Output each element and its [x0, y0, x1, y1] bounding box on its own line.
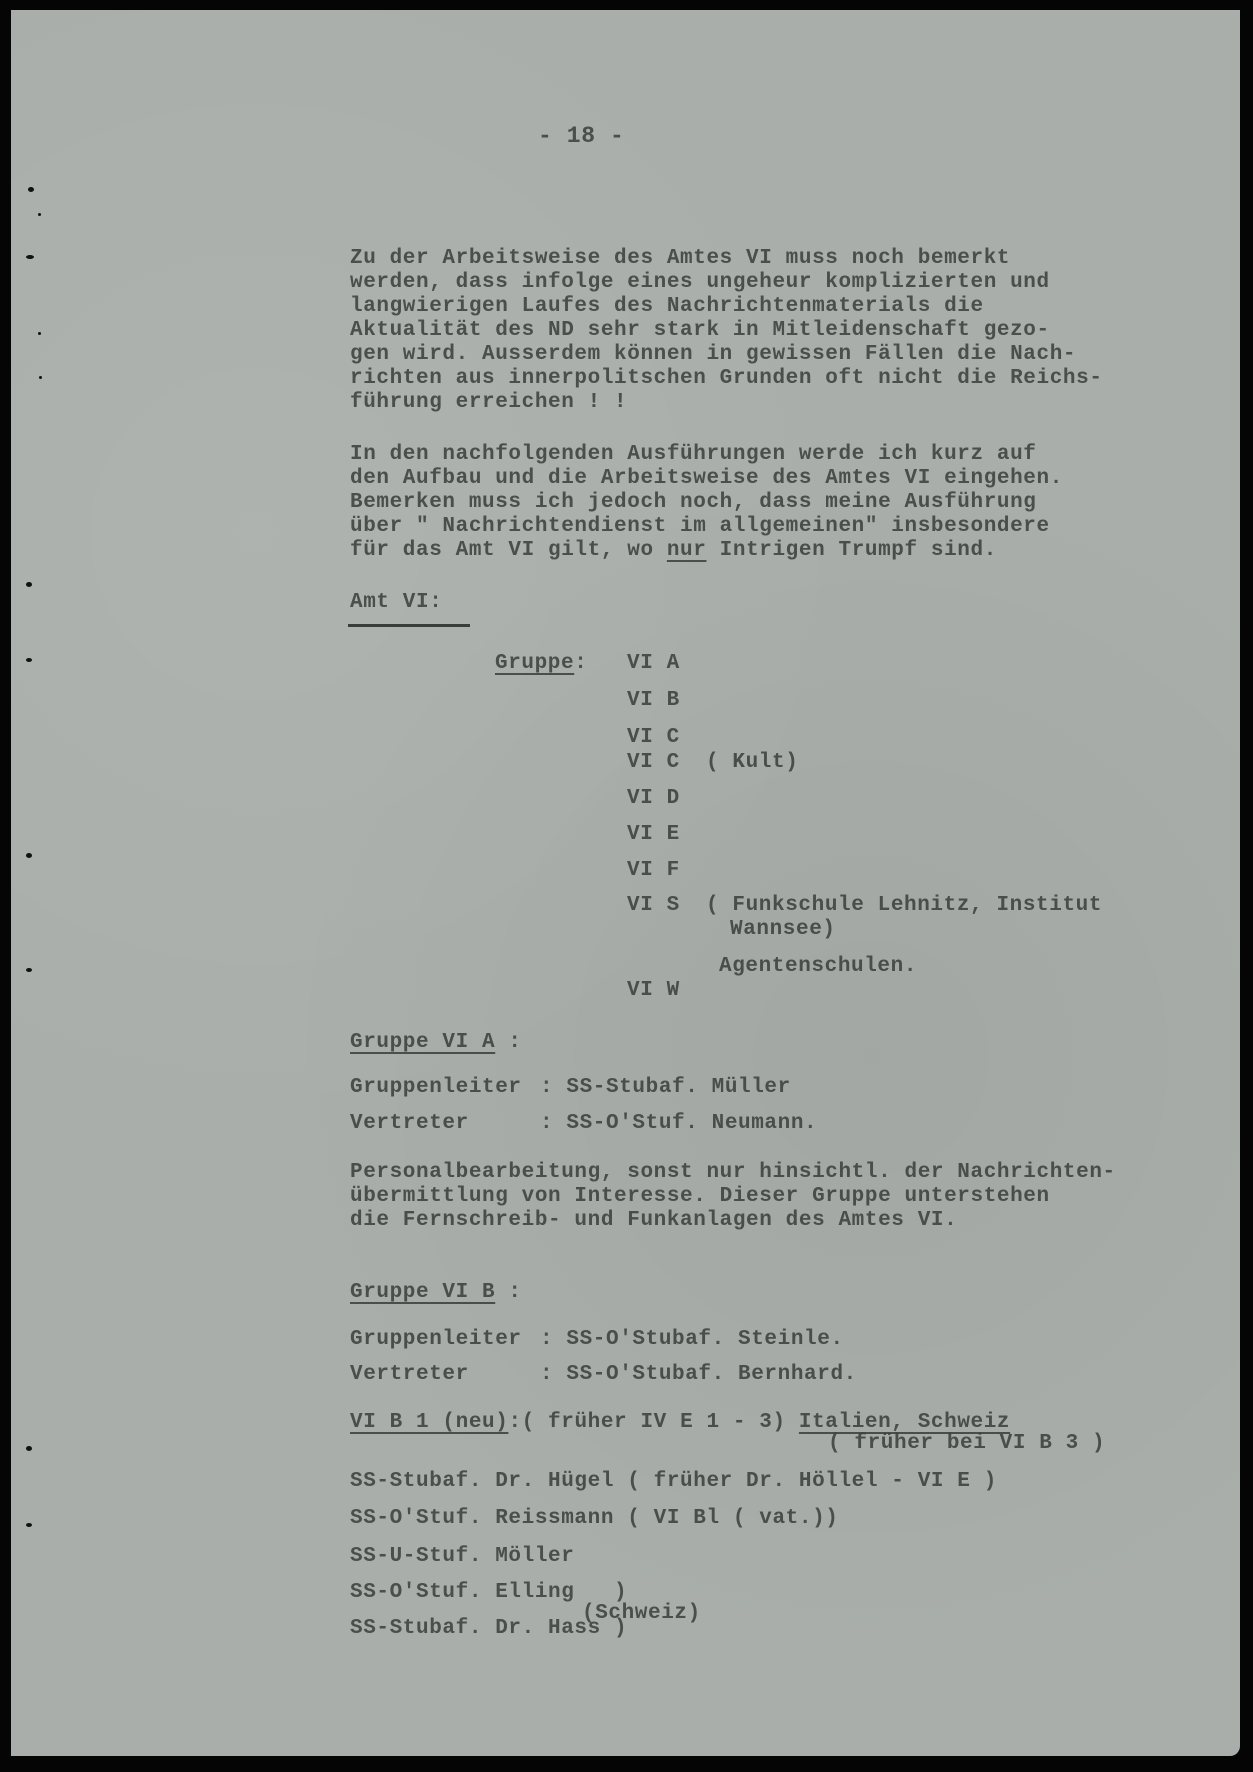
leader-value: : SS-Stubaf. Müller — [540, 1076, 791, 1099]
section-heading — [350, 1281, 522, 1305]
text-line: gen wird. Ausserdem können in gewissen Fällen die Nach- — [350, 343, 1077, 366]
subgroup-region: Italien, Schweiz — [798, 1411, 1011, 1434]
text-line: langwierigen Laufes des Nachrichtenmaterials die — [350, 295, 984, 318]
subgroup-code: VI B 1 (neu) — [350, 1411, 509, 1434]
text-line: führung erreichen ! ! — [350, 391, 628, 414]
deputy-value: : SS-O'Stubaf. Bernhard. — [540, 1363, 857, 1386]
text-line: die Fernschreib- und Funkanlagen des Amtes VI. — [350, 1209, 958, 1232]
subgroup-previous-note: ( früher bei VI B 3 ) — [828, 1432, 1106, 1455]
group-code: VI F — [627, 859, 680, 882]
text-line: über " Nachrichtendienst im allgemeinen" insbesondere — [350, 515, 1050, 538]
group-code: VI C — [627, 751, 680, 774]
group-label: Gruppe — [495, 652, 575, 675]
punch-mark — [26, 1523, 32, 1527]
text-line: In den nachfolgenden Ausführungen werde ich kurz auf — [350, 443, 1037, 466]
punch-mark — [26, 582, 32, 587]
staff-member: SS-O'Stuf. Reissmann ( VI Bl ( vat.)) — [350, 1507, 839, 1530]
staff-note: (Schweiz) — [582, 1602, 701, 1625]
group-note: Wannsee) — [730, 918, 836, 941]
deputy-value: : SS-O'Stuf. Neumann. — [540, 1112, 818, 1135]
text-segment: für das Amt VI gilt, wo — [350, 539, 667, 562]
text-line — [350, 539, 997, 563]
heading-text: Gruppe VI A — [350, 1031, 496, 1054]
heading-rule — [348, 624, 470, 627]
text-line: richten aus innerpolitschen Grunden oft nicht die Reichs- — [350, 367, 1103, 390]
punch-mark — [39, 376, 42, 379]
group-code: VI W — [627, 979, 680, 1002]
leader-value: : SS-O'Stubaf. Steinle. — [540, 1328, 844, 1351]
group-label-colon: : — [574, 652, 588, 675]
deputy-label: Vertreter — [350, 1363, 469, 1386]
section-heading — [350, 1031, 522, 1055]
text-line: Bemerken muss ich jedoch noch, dass meine Ausführung — [350, 491, 1037, 514]
staff-member: SS-Stubaf. Dr. Hass ) — [350, 1617, 628, 1640]
group-code: VI B — [627, 689, 680, 712]
group-note: ( Kult) — [706, 751, 799, 774]
group-code: VI S — [627, 894, 680, 917]
text-line: Zu der Arbeitsweise des Amtes VI muss noch bemerkt — [350, 247, 1011, 270]
punch-mark — [38, 332, 41, 335]
text-line: den Aufbau und die Arbeitsweise des Amtes VI eingehen. — [350, 467, 1063, 490]
punch-mark — [26, 255, 34, 259]
staff-member: SS-U-Stuf. Möller — [350, 1545, 575, 1568]
document-page — [11, 10, 1240, 1756]
text-line: Aktualität des ND sehr stark in Mitleidenschaft gezo- — [350, 319, 1050, 342]
text-line: werden, dass infolge eines ungeheur komplizierten und — [350, 271, 1050, 294]
staff-member: SS-Stubaf. Dr. Hügel ( früher Dr. Höllel - VI E ) — [350, 1470, 997, 1493]
leader-label: Gruppenleiter — [350, 1076, 522, 1099]
text-line: übermittlung von Interesse. Dieser Gruppe unterstehen — [350, 1185, 1050, 1208]
group-list-label — [495, 652, 587, 676]
group-code: VI A — [627, 652, 680, 675]
punch-mark — [26, 853, 32, 858]
emphasis-underlined: nur — [666, 539, 707, 562]
deputy-label: Vertreter — [350, 1112, 469, 1135]
staff-member: SS-O'Stuf. Elling ) — [350, 1581, 628, 1604]
heading-text: Gruppe VI B — [350, 1281, 496, 1304]
heading-colon: : — [495, 1031, 522, 1054]
heading-colon: : — [495, 1281, 522, 1304]
leader-label: Gruppenleiter — [350, 1328, 522, 1351]
group-code: VI C — [627, 726, 680, 749]
punch-mark — [26, 1446, 32, 1451]
punch-mark — [26, 658, 32, 662]
group-code: VI E — [627, 823, 680, 846]
group-note: Agentenschulen. — [719, 955, 918, 978]
subgroup-previous: :( früher IV E 1 - 3) — [508, 1411, 799, 1434]
punch-mark — [38, 213, 41, 216]
punch-mark — [28, 187, 34, 192]
punch-mark — [26, 968, 32, 972]
page-number: - 18 - — [538, 123, 625, 149]
group-note: ( Funkschule Lehnitz, Institut — [706, 894, 1103, 917]
group-code: VI D — [627, 787, 680, 810]
text-segment: Intrigen Trumpf sind. — [706, 539, 997, 562]
section-heading-amt: Amt VI: — [350, 591, 443, 614]
text-line: Personalbearbeitung, sonst nur hinsichtl. der Nachrichten- — [350, 1161, 1116, 1184]
